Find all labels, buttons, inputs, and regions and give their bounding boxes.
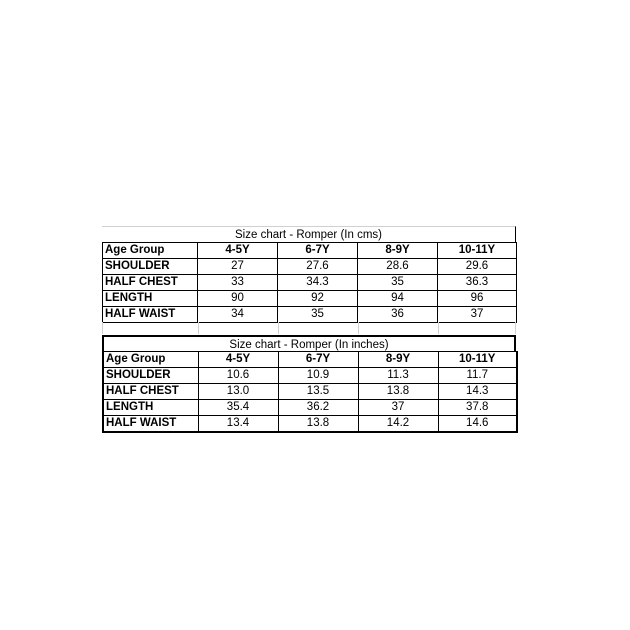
cell-value: 33 [198,275,278,291]
cell-value: 36 [358,307,438,323]
cell-value: 29.6 [438,259,517,275]
cell-value: 92 [278,291,358,307]
header-size: 8-9Y [358,243,438,259]
row-label: SHOULDER [103,259,198,275]
cell-value: 11.3 [358,368,438,384]
cell-value: 35 [358,275,438,291]
cell-value: 14.3 [438,384,517,400]
row-label: HALF WAIST [103,416,198,433]
cell-value: 35 [278,307,358,323]
cell-value: 13.8 [278,416,358,433]
row-label: HALF CHEST [103,384,198,400]
header-size: 6-7Y [278,243,358,259]
spacer-row [102,322,516,334]
header-row [103,243,517,259]
cell-value: 13.5 [278,384,358,400]
row-label: LENGTH [103,291,198,307]
row-label: HALF CHEST [103,275,198,291]
cell-value: 11.7 [438,368,517,384]
header-size: 6-7Y [278,352,358,368]
cell-value: 94 [358,291,438,307]
cell-value: 37 [358,400,438,416]
cell-value: 36.2 [278,400,358,416]
header-size: 10-11Y [438,243,517,259]
table-row [103,307,517,323]
size-chart-inches [102,335,516,433]
header-age-group: Age Group [103,243,198,259]
cell-value: 10.6 [198,368,278,384]
table-row [103,384,517,400]
chart-title: Size chart - Romper (In cms) [102,226,516,242]
size-chart-cms [102,226,516,323]
header-size: 8-9Y [358,352,438,368]
chart-title: Size chart - Romper (In inches) [102,335,516,351]
cell-value: 28.6 [358,259,438,275]
cell-value: 37 [438,307,517,323]
cell-value: 14.6 [438,416,517,433]
row-label: HALF WAIST [103,307,198,323]
cell-value: 36.3 [438,275,517,291]
row-label: LENGTH [103,400,198,416]
table-row [103,400,517,416]
table-row [103,416,517,433]
table-row [103,291,517,307]
size-table [102,242,517,323]
header-row [103,352,517,368]
cell-value: 13.8 [358,384,438,400]
cell-value: 13.0 [198,384,278,400]
header-age-group: Age Group [103,352,198,368]
cell-value: 90 [198,291,278,307]
table-row [103,368,517,384]
cell-value: 37.8 [438,400,517,416]
cell-value: 10.9 [278,368,358,384]
cell-value: 35.4 [198,400,278,416]
size-table [102,351,518,433]
cell-value: 96 [438,291,517,307]
header-size: 4-5Y [198,243,278,259]
cell-value: 14.2 [358,416,438,433]
header-size: 4-5Y [198,352,278,368]
row-label: SHOULDER [103,368,198,384]
table-row [103,259,517,275]
cell-value: 13.4 [198,416,278,433]
cell-value: 34 [198,307,278,323]
cell-value: 27.6 [278,259,358,275]
table-row [103,275,517,291]
header-size: 10-11Y [438,352,517,368]
cell-value: 34.3 [278,275,358,291]
cell-value: 27 [198,259,278,275]
